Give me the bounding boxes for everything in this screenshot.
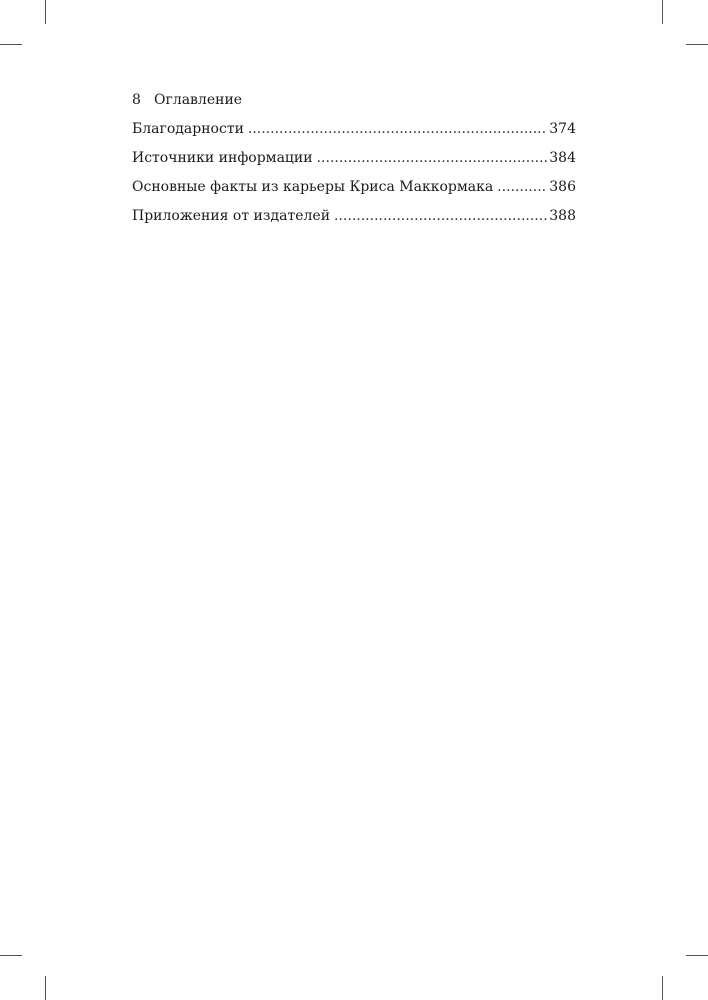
table-of-contents bbox=[132, 119, 576, 235]
crop-mark-bottom-left bbox=[45, 976, 46, 1000]
toc-entry[interactable] bbox=[132, 148, 576, 177]
section-title: Оглавление bbox=[154, 92, 243, 108]
crop-mark-bottom-right bbox=[662, 976, 663, 1000]
crop-mark-bottom-left-h bbox=[0, 955, 22, 956]
toc-entry-page: 384 bbox=[549, 150, 576, 166]
running-head bbox=[132, 90, 242, 110]
toc-entry[interactable] bbox=[132, 119, 576, 148]
dot-leader bbox=[497, 177, 547, 197]
toc-entry-title: Благодарности bbox=[132, 121, 244, 137]
toc-entry[interactable] bbox=[132, 206, 576, 235]
crop-mark-top-right-h bbox=[686, 44, 708, 45]
toc-entry-title: Источники информации bbox=[132, 150, 313, 166]
page-number: 8 bbox=[132, 92, 141, 108]
toc-entry-title: Приложения от издателей bbox=[132, 208, 331, 224]
toc-entry-page: 386 bbox=[549, 179, 576, 195]
crop-mark-bottom-right-h bbox=[686, 955, 708, 956]
toc-entry-page: 374 bbox=[549, 121, 576, 137]
crop-mark-top-left-h bbox=[0, 44, 22, 45]
dot-leader bbox=[317, 148, 548, 168]
crop-mark-top-left bbox=[45, 0, 46, 24]
dot-leader bbox=[334, 206, 547, 226]
crop-mark-top-right bbox=[662, 0, 663, 24]
dot-leader bbox=[248, 119, 547, 139]
toc-entry-page: 388 bbox=[549, 208, 576, 224]
toc-entry-title: Основные факты из карьеры Криса Маккормака bbox=[132, 179, 494, 195]
toc-entry[interactable] bbox=[132, 177, 576, 206]
